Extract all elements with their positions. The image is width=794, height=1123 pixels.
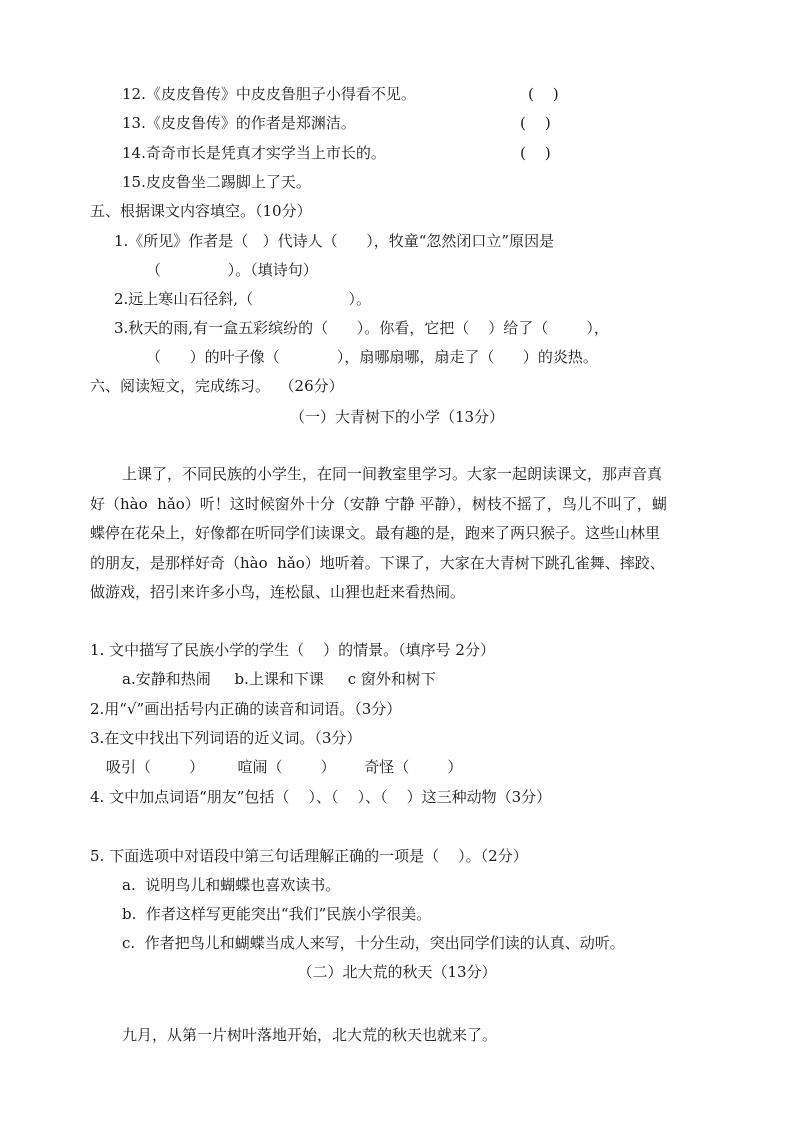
reading-question-4: 4. 文中加点词语“朋友”包括（ ）、（ ）、（ ）这三种动物（3分）	[90, 788, 552, 806]
judge-item-13: 13.《皮皮鲁传》的作者是郑渊洁。	[122, 114, 356, 132]
section-5-heading: 五、根据课文内容填空。（10分）	[90, 202, 312, 220]
reading-question-5: 5. 下面选项中对语段中第三句话理解正确的一项是（ ）。（2分）	[90, 847, 528, 865]
judge-item-12: 12.《皮皮鲁传》中皮皮鲁胆子小得看不见。	[122, 85, 416, 103]
judge-item-15: 15.皮皮鲁坐二踢脚上了天。	[122, 173, 311, 191]
reading-question-3-words: 吸引（ ） 喧闹（ ） 奇怪（ ）	[106, 758, 463, 776]
passage-1-title: （一）大青树下的小学（13分）	[289, 408, 505, 426]
answer-blank-12[interactable]: ( )	[528, 85, 559, 103]
reading-question-5-option-c: c. 作者把鸟儿和蝴蝶当成人来写，十分生动，突出同学们读的认真、动听。	[122, 934, 625, 952]
passage-1-line-1: 上课了，不同民族的小学生，在同一间教室里学习。大家一起朗读课文，那声音真	[122, 465, 663, 483]
passage-2-title: （二）北大荒的秋天（13分）	[297, 963, 497, 981]
passage-2-line-1: 九月，从第一片树叶落地开始，北大荒的秋天也就来了。	[122, 1026, 498, 1044]
reading-question-1: 1. 文中描写了民族小学的学生（ ）的情景。（填序号 2分）	[90, 641, 495, 659]
section-6-heading: 六、阅读短文，完成练习。 （26分）	[90, 377, 344, 395]
fill-question-3-line1: 3.秋天的雨,有一盒五彩缤纷的（ ）。你看，它把（ ）给了（ ），	[114, 319, 609, 337]
passage-1-line-2: 好（hào hǎo）听！这时候窗外十分（安静 宁静 平静），树枝不摇了，鸟儿不叫了，蝴	[90, 495, 667, 513]
answer-blank-14[interactable]: ( )	[520, 144, 551, 162]
fill-question-1-line2: （ ）。（填诗句）	[146, 261, 318, 279]
answer-blank-13[interactable]: ( )	[520, 114, 551, 132]
judge-item-14: 14.奇奇市长是凭真才实学当上市长的。	[122, 144, 386, 162]
passage-1-line-4: 的朋友，是那样好奇（hào hǎo）地听着。下课了，大家在大青树下跳孔雀舞、摔跤、	[90, 554, 665, 572]
passage-1-line-3: 蝶停在花朵上，好像都在听同学们读课文。最有趣的是，跑来了两只猴子。这些山林里	[90, 524, 661, 542]
fill-question-1-line1: 1.《所见》作者是（ ）代诗人（ ），牧童“忽然闭口立”原因是	[114, 232, 555, 250]
fill-question-3-line2: （ ）的叶子像（ ），扇哪扇哪，扇走了（ ）的炎热。	[146, 348, 598, 366]
reading-question-1-options: a.安静和热闹 b.上课和下课 c 窗外和树下	[122, 670, 436, 688]
reading-question-2: 2.用“√”画出括号内正确的读音和词语。（3分）	[90, 700, 402, 718]
reading-question-5-option-b: b. 作者这样写更能突出“我们”民族小学很美。	[122, 905, 432, 923]
reading-question-5-option-a: a. 说明鸟儿和蝴蝶也喜欢读书。	[122, 876, 341, 894]
passage-1-line-5: 做游戏，招引来许多小鸟，连松鼠、山狸也赶来看热闹。	[90, 583, 466, 601]
reading-question-3: 3.在文中找出下列词语的近义词。（3分）	[90, 729, 362, 747]
fill-question-2: 2.远上寒山石径斜,（ ）。	[114, 290, 371, 308]
